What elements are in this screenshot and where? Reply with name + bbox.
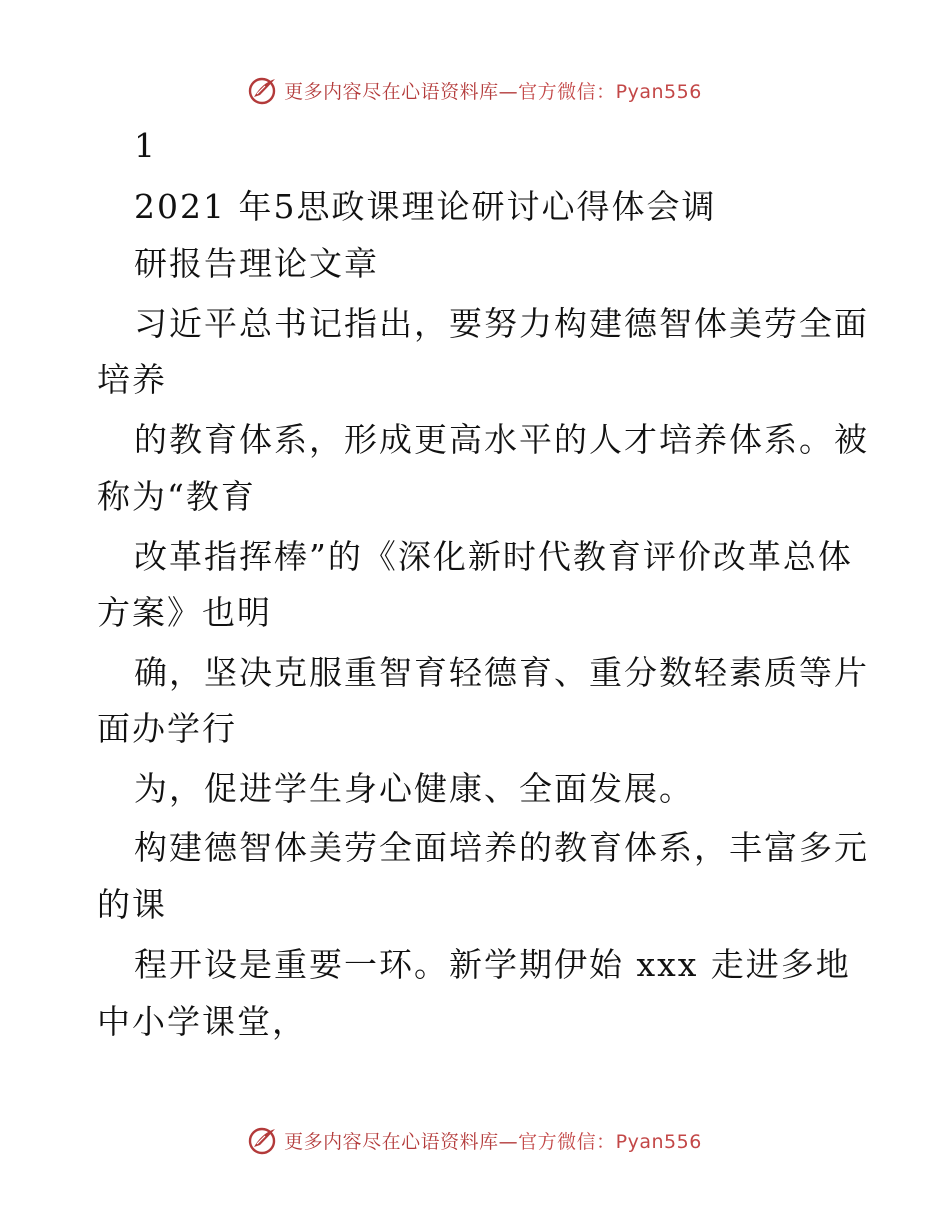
paragraph-line: 改革指挥棒”的《深化新时代教育评价改革总体 (134, 537, 853, 576)
paragraph-line: 为，促进学生身心健康、全面发展。 (134, 769, 694, 808)
paragraph-line: 方案》也明 (97, 593, 272, 632)
quill-logo-icon (248, 75, 278, 105)
header-watermark (0, 70, 950, 110)
watermark-text: 更多内容尽在心语资料库—官方微信：Pyan556 (284, 1130, 702, 1153)
title-line-1: 2021 年5思政课理论研讨心得体会调 (134, 187, 717, 226)
paragraph-line: 习近平总书记指出，要努力构建德智体美劳全面 (134, 304, 869, 343)
watermark-text: 更多内容尽在心语资料库—官方微信：Pyan556 (284, 80, 702, 103)
paragraph-line: 构建德智体美劳全面培养的教育体系，丰富多元 (134, 828, 869, 867)
paragraph-line: 中小学课堂， (97, 1002, 307, 1041)
page-number-line: 1 (134, 126, 157, 165)
paragraph-line: 程开设是重要一环。新学期伊始 xxx 走进多地 (134, 945, 851, 984)
paragraph-line: 称为“教育 (97, 477, 256, 516)
paragraph-line: 面办学行 (97, 709, 237, 748)
quill-logo-icon (248, 1125, 278, 1155)
title-line-2: 研报告理论文章 (134, 244, 379, 283)
paragraph-line: 培养 (97, 360, 167, 399)
paragraph-line: 的教育体系，形成更高水平的人才培养体系。被 (134, 420, 869, 459)
paragraph-line: 确，坚决克服重智育轻德育、重分数轻素质等片 (134, 653, 869, 692)
paragraph-line: 的课 (97, 885, 167, 924)
footer-watermark (0, 1120, 950, 1160)
